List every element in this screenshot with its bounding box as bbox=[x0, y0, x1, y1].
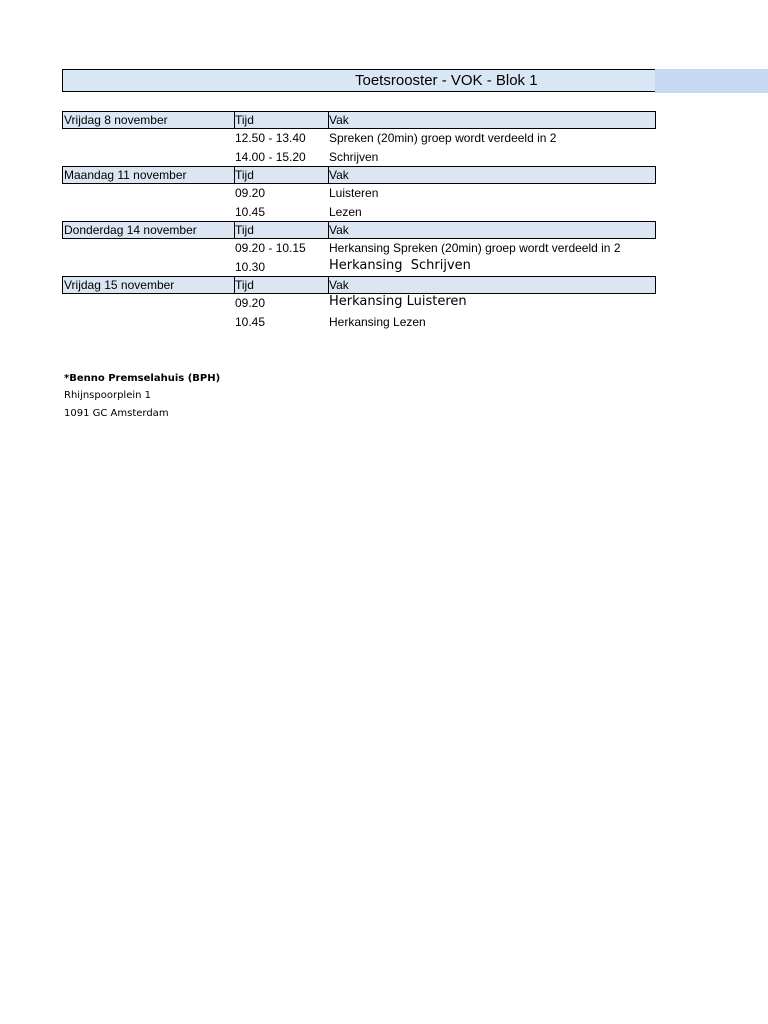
schedule-table bbox=[62, 111, 656, 331]
page-title: Toetsrooster - VOK - Blok 1 bbox=[355, 72, 538, 89]
day-label: Maandag 11 november bbox=[64, 167, 235, 183]
subject-cell: Herkansing Schrijven bbox=[329, 257, 471, 273]
table-row bbox=[62, 313, 656, 332]
time-header: Tijd bbox=[235, 112, 329, 128]
subject-header: Vak bbox=[329, 278, 349, 292]
time-cell: 10.30 bbox=[235, 259, 266, 274]
subject-cell: Herkansing Spreken (20min) groep wordt verdeeld in 2 bbox=[329, 241, 621, 255]
subject-cell: Herkansing Luisteren bbox=[329, 294, 467, 309]
table-row bbox=[62, 129, 656, 148]
day-header-row bbox=[62, 276, 656, 294]
time-header: Tijd bbox=[235, 222, 329, 238]
title-bar-extension bbox=[655, 69, 768, 93]
day-block bbox=[62, 166, 656, 221]
subject-cell: Lezen bbox=[329, 204, 362, 219]
subject-header: Vak bbox=[329, 223, 349, 237]
time-cell: 10.45 bbox=[235, 204, 266, 219]
time-header: Tijd bbox=[235, 277, 329, 293]
time-cell: 09.20 - 10.15 bbox=[235, 241, 306, 255]
day-block bbox=[62, 111, 656, 166]
time-cell: 14.00 - 15.20 bbox=[235, 149, 306, 164]
day-block bbox=[62, 276, 656, 331]
location-street: Rhijnspoorplein 1 bbox=[64, 390, 152, 401]
location-name: *Benno Premselahuis (BPH) bbox=[64, 373, 221, 384]
table-row bbox=[62, 184, 656, 203]
table-row bbox=[62, 294, 656, 313]
location-city: 1091 GC Amsterdam bbox=[64, 408, 169, 419]
subject-header: Vak bbox=[329, 113, 349, 127]
time-cell: 09.20 bbox=[235, 296, 266, 310]
day-label: Donderdag 14 november bbox=[64, 222, 235, 238]
day-label: Vrijdag 15 november bbox=[64, 277, 235, 293]
day-header-row bbox=[62, 166, 656, 184]
table-row bbox=[62, 148, 656, 167]
time-header: Tijd bbox=[235, 167, 329, 183]
subject-cell: Spreken (20min) groep wordt verdeeld in 2 bbox=[329, 131, 557, 145]
time-cell: 12.50 - 13.40 bbox=[235, 131, 306, 145]
time-cell: 10.45 bbox=[235, 314, 266, 329]
table-row bbox=[62, 239, 656, 258]
table-row bbox=[62, 203, 656, 222]
subject-cell: Herkansing Lezen bbox=[329, 314, 426, 329]
table-row bbox=[62, 258, 656, 277]
day-header-row bbox=[62, 111, 656, 129]
subject-cell: Schrijven bbox=[329, 149, 379, 164]
time-cell: 09.20 bbox=[235, 186, 266, 200]
day-header-row bbox=[62, 221, 656, 239]
subject-header: Vak bbox=[329, 168, 349, 182]
day-label: Vrijdag 8 november bbox=[64, 112, 235, 128]
day-block bbox=[62, 221, 656, 276]
subject-cell: Luisteren bbox=[329, 186, 379, 200]
